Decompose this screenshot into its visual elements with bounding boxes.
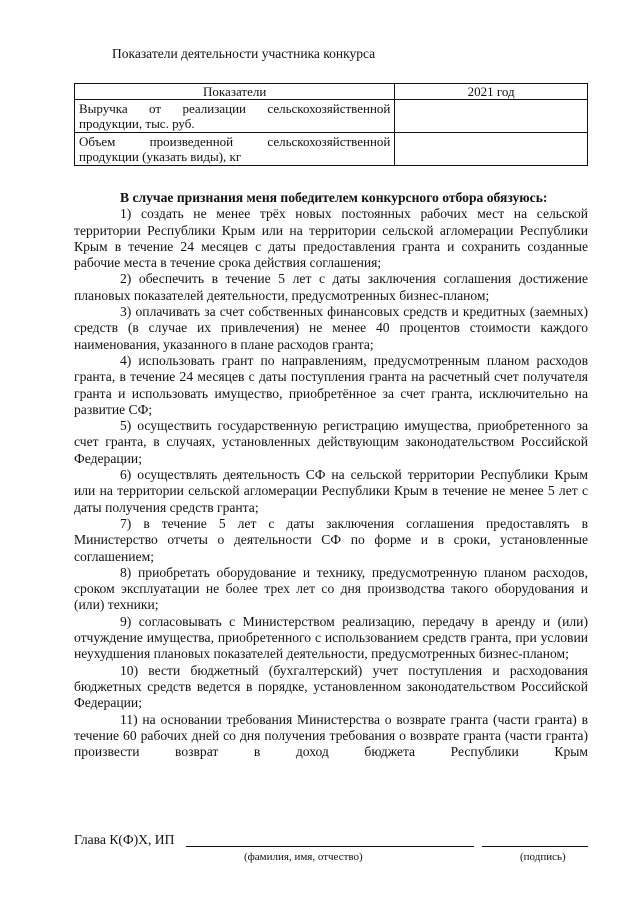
column-header-indicators: Показатели — [75, 84, 395, 100]
obligation-item: 9) согласовывать с Министерством реализацию, передачу в аренду и (или) отчуждение имущества, приобретенного с использованием средств гранта, при условии неухудшения плановых показателей деятельности, предусмотренных бизнес-планом; — [74, 613, 588, 662]
table-cell-revenue-value — [395, 100, 588, 133]
obligation-item: 7) в течение 5 лет с даты заключения соглашения предоставлять в Министерство отчеты о деятельности СФ по форме и в сроки, установленные соглашением; — [74, 515, 588, 564]
table-cell-volume: Объем произведенной сельскохозяйственной продукции (указать виды), кг — [75, 133, 395, 166]
obligation-item: 4) использовать грант по направлениям, предусмотренным планом расходов гранта, в течение 24 месяцев с даты поступления гранта на расчетный счет получателя гранта и использовать имущество, приобретённое за счет гранта, исключительно на развитие СФ; — [74, 352, 588, 417]
table-row — [75, 100, 588, 133]
table-cell-volume-value — [395, 133, 588, 166]
table-row — [75, 133, 588, 166]
table-header-row — [75, 84, 588, 100]
obligation-item: 2) обеспечить в течение 5 лет с даты заключения соглашения достижение плановых показателей деятельности, предусмотренных бизнес-планом; — [74, 271, 588, 303]
indicators-table — [74, 83, 588, 166]
obligations-section — [74, 190, 588, 760]
column-header-year: 2021 год — [395, 84, 588, 100]
obligation-item: 8) приобретать оборудование и технику, предусмотренную планом расходов, сроком эксплуатации не более трех лет со дня производства такого оборудования и (или) техники; — [74, 564, 588, 613]
page-heading: Показатели деятельности участника конкурса — [112, 46, 376, 61]
obligation-item: 6) осуществлять деятельность СФ на сельской территории Республики Крым или на территории сельской агломерации Республики Крым в течение не менее 5 лет с даты получения средств гранта; — [74, 467, 588, 515]
signature-label: Глава К(Ф)Х, ИП — [74, 832, 175, 847]
name-caption: (фамилия, имя, отчество) — [244, 851, 363, 863]
obligations-lead: В случае признания меня победителем конкурсного отбора обязуюсь: — [120, 190, 548, 205]
obligation-item: 5) осуществить государственную регистрацию имущества, приобретенного за счет гранта, в случаях, установленных действующим законодательством Российской Федерации; — [74, 418, 588, 466]
obligation-item: 1) создать не менее трёх новых постоянных рабочих мест на сельской территории Республики Крым или на территории сельской агломерации Республики Крым в течение 24 месяцев с даты предоставления гранта и сохранить созданные рабочие места в течение срока действия соглашения; — [74, 206, 588, 271]
name-line — [186, 846, 474, 847]
signature-line — [482, 846, 588, 847]
obligation-item: 3) оплачивать за счет собственных финансовых средств и кредитных (заемных) средств (в случае их привлечения) не менее 40 процентов стоимости каждого наименования, указанного в плане расходов гранта; — [74, 304, 588, 352]
table-cell-revenue: Выручка от реализации сельскохозяйственной продукции, тыс. руб. — [75, 100, 395, 133]
obligation-item: 11) на основании требования Министерства о возврате гранта (части гранта) в течение 60 рабочих дней со дня получения требования о возврате гранта (части гранта) произвести возврат в доход бюджета Республики Крым — [74, 711, 588, 760]
signature-caption: (подпись) — [520, 851, 566, 863]
obligation-item: 10) вести бюджетный (бухгалтерский) учет поступления и расходования бюджетных средств ведется в порядке, установленном законодательством Российской Федерации; — [74, 662, 588, 711]
